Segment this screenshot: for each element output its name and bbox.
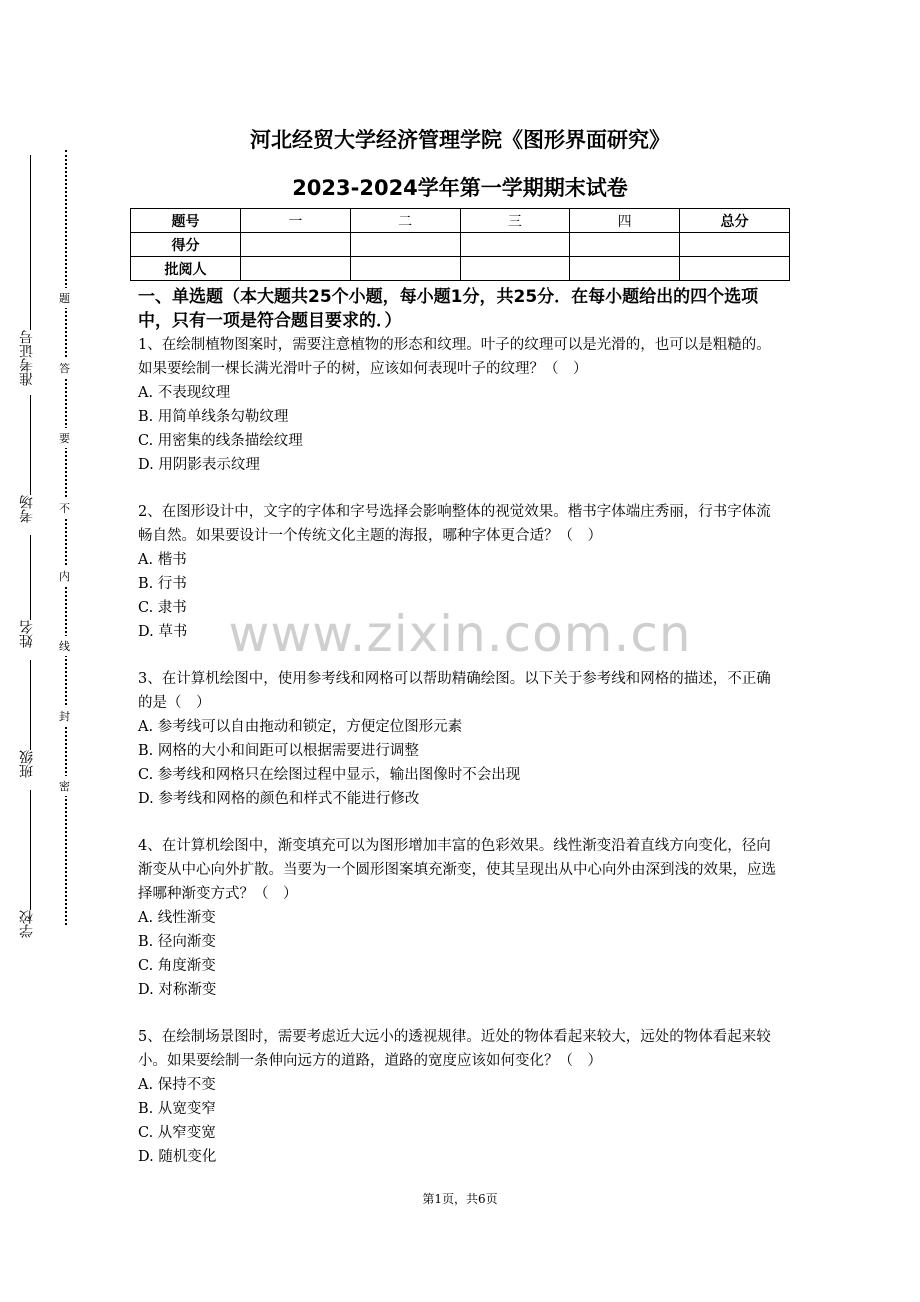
exam-room-label: 考场 — [19, 495, 35, 523]
seal-char: 封 — [59, 706, 70, 726]
option-b: B. 从宽变窄 — [138, 1101, 216, 1117]
option-c: C. 隶书 — [138, 600, 187, 616]
school-label: 学校 — [19, 910, 35, 938]
watermark: www.zixin.com.cn — [228, 605, 692, 663]
seal-dotted-line — [65, 150, 67, 925]
grader-row — [131, 257, 790, 281]
seal-char: 题 — [59, 288, 70, 308]
score-table — [130, 208, 790, 281]
option-a: A. 线性渐变 — [138, 910, 216, 926]
option-b: B. 网格的大小和间距可以根据需要进行调整 — [138, 743, 419, 759]
option-d: D. 用阴影表示纹理 — [138, 457, 260, 473]
exam-title-line2: 2023-2024学年第一学期期末试卷 — [292, 176, 628, 200]
question-stem: 4、在计算机绘图中，渐变填充可以为图形增加丰富的色彩效果。线性渐变沿着直线方向变化，径向渐变从中心向外扩散。当要为一个圆形图案填充渐变，使其呈现出从中心向外由深到浅的效果，应选择哪种渐变方式？（ ） — [138, 838, 776, 902]
option-b: B. 行书 — [138, 576, 187, 592]
exam-content — [138, 285, 783, 1169]
seal-char: 密 — [59, 776, 70, 796]
question-1 — [138, 333, 783, 477]
exam-title-line1: 河北经贸大学经济管理学院《图形界面研究》 — [250, 128, 670, 152]
score-cell — [460, 233, 570, 257]
grader-cell — [570, 257, 680, 281]
section-heading: 一、单选题（本大题共25个小题，每小题1分，共25分．在每小题给出的四个选项中，只有一项是符合题目要求的．） — [138, 287, 759, 331]
score-header-cell: 三 — [460, 209, 570, 233]
seal-char: 线 — [59, 636, 70, 656]
option-a: A. 参考线可以自由拖动和锁定，方便定位图形元素 — [138, 719, 463, 735]
question-4 — [138, 834, 783, 1002]
question-2 — [138, 500, 783, 644]
seal-char: 要 — [59, 428, 70, 448]
question-5 — [138, 1025, 783, 1169]
grader-cell — [460, 257, 570, 281]
score-header-cell: 四 — [570, 209, 680, 233]
question-3 — [138, 667, 783, 811]
question-stem: 1、在绘制植物图案时，需要注意植物的形态和纹理。叶子的纹理可以是光滑的，也可以是粗糙的。如果要绘制一棵长满光滑叶子的树，应该如何表现叶子的纹理？（ ） — [138, 337, 771, 377]
score-header-cell: 二 — [350, 209, 460, 233]
option-b: B. 径向渐变 — [138, 934, 216, 950]
seal-char: 不 — [59, 498, 70, 518]
option-d: D. 草书 — [138, 624, 188, 640]
name-label: 姓名 — [19, 620, 35, 648]
score-table-header-row — [131, 209, 790, 233]
option-d: D. 对称渐变 — [138, 982, 217, 998]
question-stem: 5、在绘制场景图时，需要考虑近大远小的透视规律。近处的物体看起来较大，远处的物体看起来较小。如果要绘制一条伸向远方的道路，道路的宽度应该如何变化？（ ） — [138, 1029, 771, 1069]
score-header-cell: 总分 — [680, 209, 790, 233]
score-row-label: 得分 — [131, 233, 241, 257]
score-cell — [241, 233, 351, 257]
score-cell — [350, 233, 460, 257]
option-c: C. 参考线和网格只在绘图过程中显示，输出图像时不会出现 — [138, 767, 521, 783]
seal-char: 答 — [59, 358, 70, 378]
option-a: A. 保持不变 — [138, 1077, 216, 1093]
question-stem: 2、在图形设计中，文字的字体和字号选择会影响整体的视觉效果。楷书字体端庄秀丽，行书字体流畅自然。如果要设计一个传统文化主题的海报，哪种字体更合适？（ ） — [138, 504, 771, 544]
grader-cell — [350, 257, 460, 281]
grader-cell — [241, 257, 351, 281]
grader-row-label: 批阅人 — [131, 257, 241, 281]
grader-cell — [680, 257, 790, 281]
score-header-cell: 题号 — [131, 209, 241, 233]
class-label: 班级 — [19, 750, 35, 778]
student-id-label: 准考证号 — [19, 330, 35, 386]
score-row — [131, 233, 790, 257]
score-header-cell: 一 — [241, 209, 351, 233]
seal-char: 内 — [59, 566, 70, 586]
school-line — [30, 790, 31, 910]
option-d: D. 随机变化 — [138, 1149, 217, 1165]
question-stem: 3、在计算机绘图中，使用参考线和网格可以帮助精确绘图。以下关于参考线和网格的描述，不正确的是（ ） — [138, 671, 771, 711]
page-footer: 第1页，共6页 — [422, 1192, 498, 1206]
score-cell — [680, 233, 790, 257]
option-a: A. 不表现纹理 — [138, 385, 231, 401]
option-a: A. 楷书 — [138, 552, 187, 568]
exam-room-line — [30, 395, 31, 495]
option-c: C. 角度渐变 — [138, 958, 216, 974]
class-line — [30, 660, 31, 750]
option-d: D. 参考线和网格的颜色和样式不能进行修改 — [138, 791, 420, 807]
score-cell — [570, 233, 680, 257]
option-b: B. 用简单线条勾勒纹理 — [138, 409, 289, 425]
option-c: C. 用密集的线条描绘纹理 — [138, 433, 303, 449]
option-c: C. 从窄变宽 — [138, 1125, 216, 1141]
